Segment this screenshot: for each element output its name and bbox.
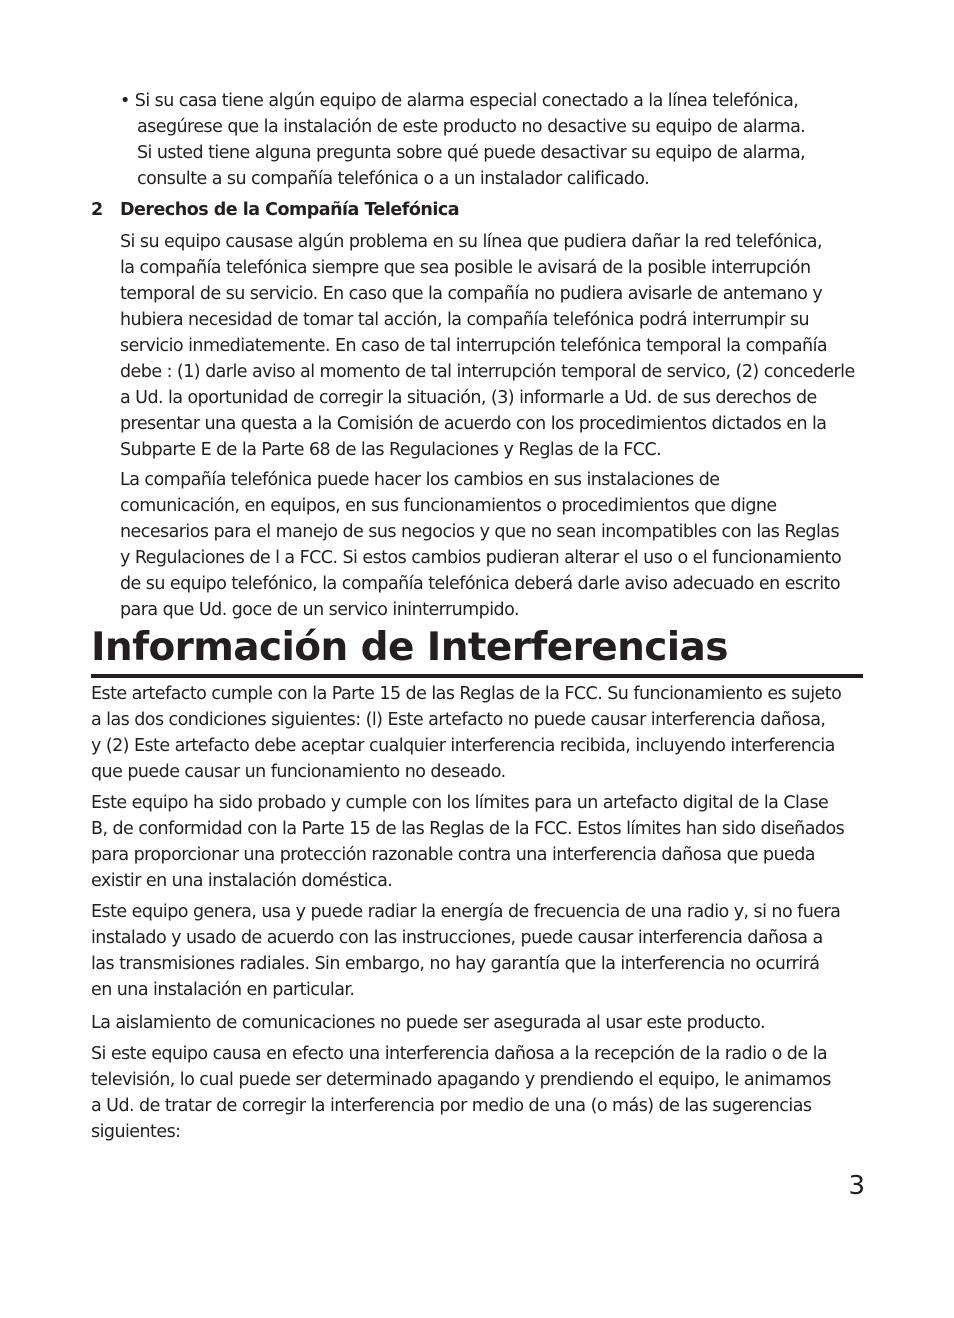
paragraph-line: La aislamiento de comunicaciones no puede ser asegurada al usar este producto. [91, 1013, 765, 1033]
paragraph-line: siguientes: [91, 1122, 181, 1142]
paragraph-line: comunicación, en equipos, en sus funcionamientos o procedimientos que digne [120, 496, 777, 516]
section-heading [91, 198, 459, 222]
section-title: Derechos de la Compañía Telefónica [120, 200, 460, 220]
paragraph-line: Subparte E de la Parte 68 de las Regulaciones y Reglas de la FCC. [120, 440, 662, 460]
page-number: 3 [848, 1171, 865, 1201]
paragraph-line: Si este equipo causa en efecto una interferencia dañosa a la recepción de la radio o de la [91, 1044, 828, 1064]
interference-paragraph [91, 681, 841, 785]
paragraph-line: existir en una instalación doméstica. [91, 871, 393, 891]
section-number: 2 [91, 200, 103, 220]
paragraph-line: Este equipo ha sido probado y cumple con los límites para un artefacto digital de la Clase [91, 793, 829, 813]
paragraph-line: Este equipo genera, usa y puede radiar la energía de frecuencia de una radio y, si no fuera [91, 902, 841, 922]
interference-paragraph [91, 1041, 831, 1145]
bullet-line: Si usted tiene alguna pregunta sobre qué puede desactivar su equipo de alarma, [137, 143, 806, 163]
section-paragraph [120, 467, 841, 623]
paragraph-line: servicio inmediatemente. En caso de tal interrupción telefónica temporal la compañía [120, 336, 828, 356]
bullet-line: • Si su casa tiene algún equipo de alarma especial conectado a la línea telefónica, [120, 91, 799, 111]
paragraph-line: necesarios para el manejo de sus negocios y que no sean incompatibles con las Reglas [120, 522, 840, 542]
paragraph-line: de su equipo telefónico, la compañía telefónica deberá darle aviso adecuado en escrito [120, 574, 840, 594]
paragraph-line: a Ud. la oportunidad de corregir la situación, (3) informarle a Ud. de sus derechos de [120, 388, 817, 408]
paragraph-line: las transmisiones radiales. Sin embargo, no hay garantía que la interferencia no ocurrirá [91, 954, 820, 974]
paragraph-line: La compañía telefónica puede hacer los cambios en sus instalaciones de [120, 470, 720, 490]
bullet-line: asegúrese que la instalación de este producto no desactive su equipo de alarma. [137, 117, 806, 137]
section-paragraph [120, 229, 855, 463]
paragraph-line: la compañía telefónica siempre que sea posible le avisará de la posible interrupción [120, 258, 811, 278]
bullet-line: consulte a su compañía telefónica o a un instalador calificado. [137, 169, 650, 189]
paragraph-line: presentar una questa a la Comisión de acuerdo con los procedimientos dictados en la [120, 414, 827, 434]
paragraph-line: hubiera necesidad de tomar tal acción, la compañía telefónica podrá interrumpir su [120, 310, 810, 330]
paragraph-line: para proporcionar una protección razonable contra una interferencia dañosa que pueda [91, 845, 815, 865]
paragraph-line: Si su equipo causase algún problema en su línea que pudiera dañar la red telefónica, [120, 232, 822, 252]
paragraph-line: debe : (1) darle aviso al momento de tal interrupción temporal de servico, (2) concederle [120, 362, 855, 382]
interference-paragraph [91, 899, 840, 1003]
paragraph-line: Este artefacto cumple con la Parte 15 de las Reglas de la FCC. Su funcionamiento es sujeto [91, 684, 842, 704]
paragraph-line: a Ud. de tratar de corregir la interferencia por medio de una (o más) de las sugerencias [91, 1096, 812, 1116]
paragraph-line: y (2) Este artefacto debe aceptar cualquier interferencia recibida, incluyendo interferencia [91, 736, 835, 756]
page-title: Información de Interferencias [91, 622, 863, 678]
paragraph-line: para que Ud. goce de un servico ininterrumpido. [120, 600, 519, 620]
paragraph-line: B, de conformidad con la Parte 15 de las Reglas de la FCC. Estos límites han sido diseñados [91, 819, 845, 839]
paragraph-line: a las dos condiciones siguientes: (l) Este artefacto no puede causar interferencia dañosa, [91, 710, 826, 730]
paragraph-line: que puede causar un funcionamiento no deseado. [91, 762, 506, 782]
paragraph-line: instalado y usado de acuerdo con las instrucciones, puede causar interferencia dañosa a [91, 928, 823, 948]
interference-paragraph [91, 1010, 765, 1036]
paragraph-line: en una instalación en particular. [91, 980, 355, 1000]
paragraph-line: y Regulaciones de l a FCC. Si estos cambios pudieran alterar el uso o el funcionamiento [120, 548, 842, 568]
alarm-bullet [120, 88, 805, 192]
paragraph-line: televisión, lo cual puede ser determinado apagando y prendiendo el equipo, le animamos [91, 1070, 831, 1090]
paragraph-line: temporal de su servicio. En caso que la compañía no pudiera avisarle de antemano y [120, 284, 823, 304]
interference-paragraph [91, 790, 844, 894]
